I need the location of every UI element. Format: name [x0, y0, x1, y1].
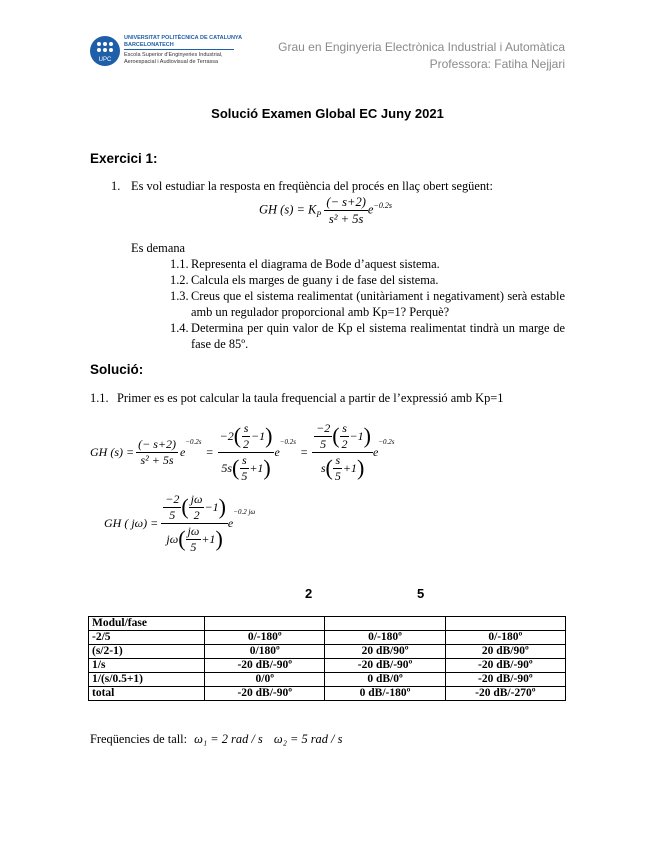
- teacher-name: Professora: Fatiha Nejjari: [429, 57, 565, 71]
- question-item: 1.4. Determina per quin valor de Kp el sistema realimentat tindrà un marge de fase de 85º.: [170, 321, 565, 351]
- question-item: 1.3. Creus que el sistema realimentat (unitàriament i negativament) serà estable amb un regulador proporcional amb Kp=1? Perquè?: [170, 289, 565, 319]
- cutoff-frequencies: Freqüencies de tall: ω₁ = 2 rad / s ω₂ = 5 rad / s: [90, 732, 343, 746]
- frequency-table: [88, 616, 566, 701]
- step-text: Primer es es pot calcular la taula frequencial a partir de l’expressió amb Kp=1: [117, 391, 504, 405]
- solution-heading: Solució:: [90, 362, 144, 377]
- university-name: UNIVERSITAT POLITÈCNICA DE CATALUNYA: [124, 35, 243, 41]
- school-name-1: Escola Superior d'Enginyeries Industrial,: [124, 52, 223, 58]
- break-frequency-label: 5: [417, 586, 425, 601]
- question-item: 1.1. Representa el diagrama de Bode d’aquest sistema.: [170, 257, 440, 271]
- step-number: 1.1.: [90, 391, 109, 405]
- asks-label: Es demana: [131, 241, 186, 255]
- transfer-function: GH $(s) = K_P$ $\frac{(- s+2)}{\text{s² + 5s}}$ $e^{-0.2s}$: [259, 195, 392, 226]
- school-name-2: Aeroespacial i Audiovisual de Terrassa: [124, 58, 219, 65]
- table-row: total -20 dB/-90º 0 dB/-180º -20 dB/-270º: [89, 687, 566, 701]
- item-number: 1.: [111, 179, 121, 193]
- table-row: 1/(s/0.5+1) 0/0º 0 dB/0º -20 dB/-90º: [89, 673, 566, 687]
- equation-gh-jw: GH ( jω) = $\frac{-2}{5}$ ( $\frac{j\omega}{2}$ −1 ) jω ( $\frac{j\omega}{5}$ +1 ) e $^{-0.2 j\omega}$: [104, 491, 256, 554]
- equation-gh-s: GH (s) = $\frac{(- s+2)}{\text{s² + 5s}}$ e $^{-0.2s}$ = −2 ( $\frac{s}{2}$ −1 ) 5s ( $\frac{s}{5}$ +1 ) e $^{-0.2s}$ = $\frac{-2}{5}$ ( $\frac{s}{2}$ −1 ) s ( $\frac{s}{5}$ +1 ) e $^{-0.2s}$: [90, 420, 395, 483]
- university-subname: BARCELONATECH: [124, 41, 174, 48]
- document-title: Solució Examen Global EC Juny 2021: [211, 106, 444, 121]
- break-frequency-label: 2: [305, 586, 313, 601]
- table-row: 1/s -20 dB/-90º -20 dB/-90º -20 dB/-90º: [89, 659, 566, 673]
- program-name: Grau en Enginyeria Electrònica Industrial i Automàtica: [278, 40, 565, 54]
- upc-logo-icon: [90, 36, 120, 66]
- table-row: (s/2-1) 0/180º 20 dB/90º 20 dB/90º: [89, 645, 566, 659]
- table-row: -2/5 0/-180º 0/-180º 0/-180º: [89, 631, 566, 645]
- table-header-row: Modul/fase: [89, 617, 566, 631]
- omega-2: ω₂ = 5 rad / s: [273, 732, 343, 746]
- upc-logo: [90, 34, 243, 70]
- exercise-statement: Es vol estudiar la resposta en freqüència del procés en llaç obert següent:: [131, 179, 493, 193]
- svg-text:UPC: UPC: [98, 57, 112, 63]
- omega-1: ω₁ = 2 rad / s: [194, 732, 263, 746]
- tf-fraction: $\frac{(- s+2)}{\text{s² + 5s}}$: [326, 195, 366, 226]
- question-item: 1.2. Calcula els marges de guany i de fase del sistema.: [170, 273, 439, 287]
- exercise-heading: Exercici 1:: [90, 151, 158, 166]
- questions-list: [170, 256, 565, 352]
